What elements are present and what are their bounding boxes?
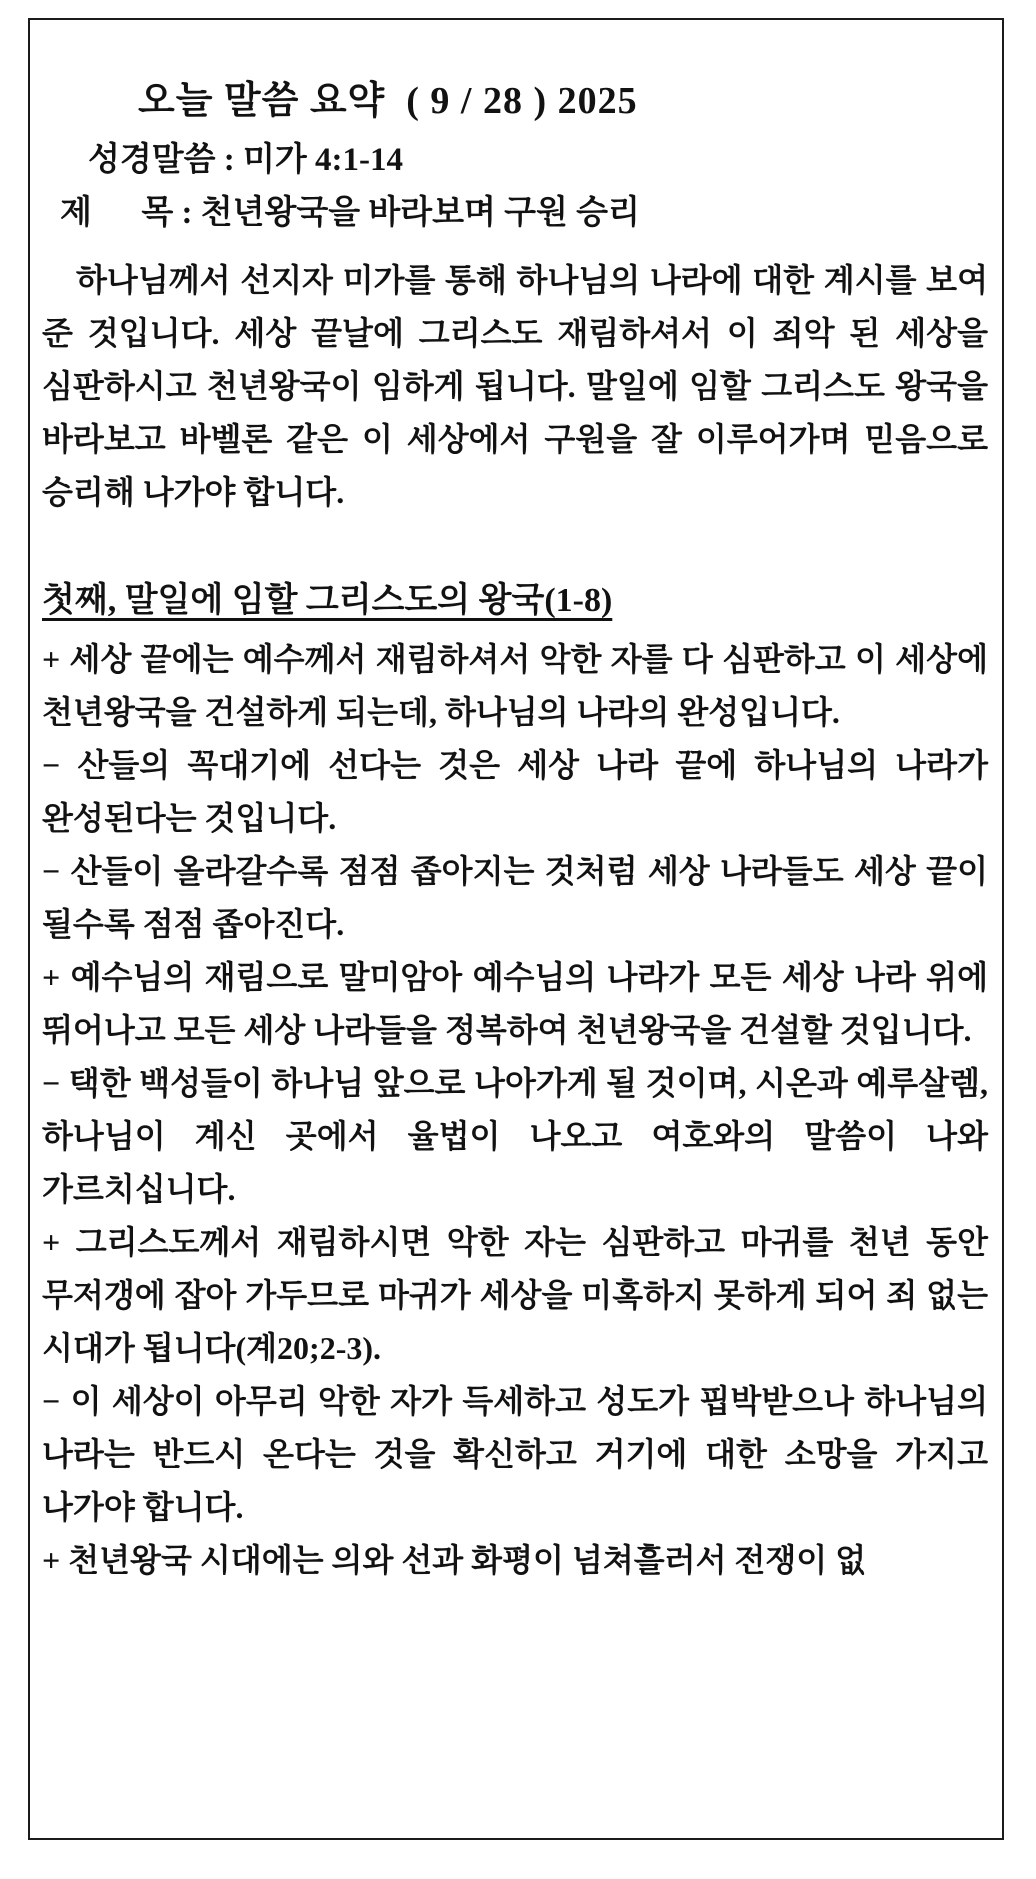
sermon-point: + 예수님의 재림으로 말미암아 예수님의 나라가 모든 세상 나라 위에 뛰어나고 모든 세상 나라들을 정복하여 천년왕국을 건설할 것입니다.: [42, 959, 988, 1048]
sermon-point: − 이 세상이 아무리 악한 자가 득세하고 성도가 핍박받으나 하나님의 나라는 반드시 온다는 것을 확신하고 거기에 대한 소망을 가지고 나가야 합니다.: [42, 1383, 988, 1525]
first-section-heading: [42, 575, 988, 627]
doc-title: 오늘 말씀 요약 ( 9 / 28 ) 2025: [138, 80, 638, 122]
subject-line: 제 목 : 천년왕국을 바라보며 구원 승리: [60, 195, 640, 231]
first-section-heading-text: 첫째, 말일에 임할 그리스도의 왕국(1-8): [42, 582, 613, 619]
sermon-point: + 천년왕국 시대에는 의와 선과 화평이 넘쳐흘러서 전쟁이 없: [42, 1542, 867, 1578]
page-content: [30, 20, 1002, 1587]
sermon-point: − 산들이 올라갈수록 점점 좁아지는 것처럼 세상 나라들도 세상 끝이 될수록 점점 좁아진다.: [42, 853, 988, 942]
sermon-point: + 세상 끝에는 예수께서 재림하셔서 악한 자를 다 심판하고 이 세상에 천년왕국을 건설하게 되는데, 하나님의 나라의 완성입니다.: [42, 641, 988, 730]
first-section-points: [42, 633, 988, 1587]
sermon-point: − 택한 백성들이 하나님 앞으로 나아가게 될 것이며, 시온과 예루살렘, 하나님이 계신 곳에서 율법이 나오고 여호와의 말씀이 나와 가르치십니다.: [42, 1065, 988, 1207]
intro-paragraph: 하나님께서 선지자 미가를 통해 하나님의 나라에 대한 계시를 보여 준 것입니다. 세상 끝날에 그리스도 재림하셔서 이 죄악 된 세상을 심판하시고 천년왕국이 임하게 됩니다. 말일에 임할 그리스도 왕국을 바라보고 바벨론 같은 이 세상에서 구원을 잘 이루어가며 믿음으로 승리해 나가야 합니다.: [42, 262, 988, 510]
scripture-line: 성경말씀 : 미가 4:1-14: [88, 142, 403, 178]
sermon-point: + 그리스도께서 재림하시면 악한 자는 심판하고 마귀를 천년 동안 무저갱에 잡아 가두므로 마귀가 세상을 미혹하지 못하게 되어 죄 없는 시대가 됩니다(계20;2-3).: [42, 1224, 988, 1366]
sermon-point: − 산들의 꼭대기에 선다는 것은 세상 나라 끝에 하나님의 나라가 완성된다는 것입니다.: [42, 747, 988, 836]
page-border-frame: [28, 18, 1004, 1840]
